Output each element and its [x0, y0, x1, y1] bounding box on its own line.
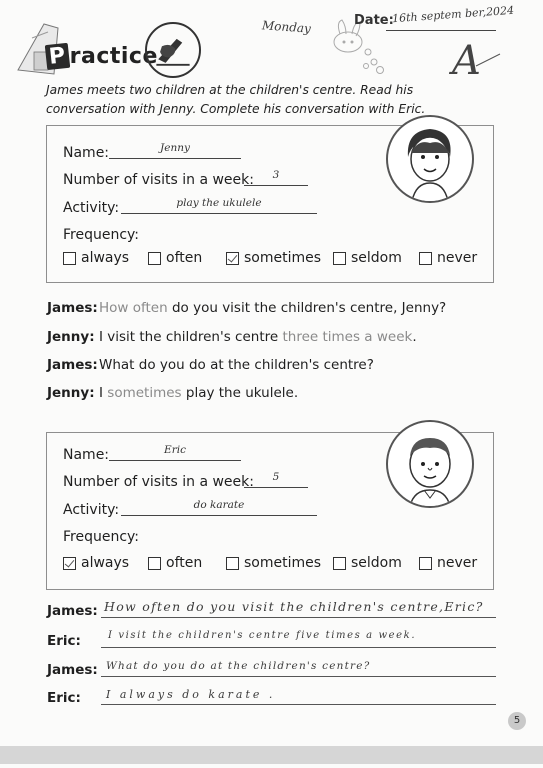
visits-value[interactable]: 3: [272, 169, 280, 181]
checkbox[interactable]: [333, 252, 346, 265]
name-value[interactable]: Eric: [164, 444, 186, 456]
activity-value[interactable]: do karate: [193, 499, 245, 511]
answer-line-3: [101, 676, 496, 677]
frequency-options: [63, 555, 477, 571]
dialogue1-line-2: Jenny: I visit the children's centre three times a week.: [47, 329, 417, 345]
grade-mark: A: [452, 38, 481, 84]
name-line: [109, 158, 241, 159]
writing-hand-icon: [145, 22, 201, 78]
answer-2[interactable]: I visit the children's centre five times a week.: [108, 630, 417, 641]
page-number: 5: [508, 712, 526, 730]
weekday-handwritten: Monday: [261, 18, 312, 36]
option-often[interactable]: often: [148, 250, 226, 266]
checkbox[interactable]: [148, 557, 161, 570]
visits-value[interactable]: 5: [272, 471, 280, 483]
checkbox[interactable]: [148, 252, 161, 265]
checkbox-checked[interactable]: [63, 557, 76, 570]
dialogue2-line-1: James:: [47, 603, 98, 619]
date-value-handwritten: 16th septem ber,2024: [391, 3, 515, 26]
option-always[interactable]: always: [63, 250, 148, 266]
name-value[interactable]: Jenny: [160, 142, 190, 154]
grade-stroke: [474, 50, 504, 70]
answer-4[interactable]: I always do karate .: [106, 688, 276, 701]
checkbox[interactable]: [63, 252, 76, 265]
answer-line-4: [101, 704, 496, 705]
dialogue2-line-3: James:: [47, 662, 98, 678]
dialogue2-line-4: Eric:: [47, 690, 81, 706]
option-never[interactable]: never: [419, 250, 477, 266]
name-line: [109, 460, 241, 461]
avatar-girl: [386, 115, 474, 203]
answer-3[interactable]: What do you do at the children's centre?: [106, 660, 371, 672]
avatar-boy: [386, 420, 474, 508]
answer-line-1: [101, 617, 496, 618]
dialogue2-line-2: Eric:: [47, 633, 81, 649]
answer-1[interactable]: How often do you visit the children's centre,Eric?: [104, 599, 484, 614]
instructions: James meets two children at the children's centre. Read his conversation with Jenny. Complete his conversation with Eric.: [46, 83, 426, 116]
answer-line-2: [101, 647, 496, 648]
activity-label: Activity:: [63, 200, 120, 216]
frequency-label: Frequency:: [63, 529, 140, 545]
option-seldom[interactable]: seldom: [333, 250, 419, 266]
practice-title: [46, 44, 158, 69]
dialogue1-line-4: Jenny: I sometimes play the ukulele.: [47, 385, 299, 401]
checkbox[interactable]: [226, 557, 239, 570]
option-seldom[interactable]: seldom: [333, 555, 419, 571]
option-sometimes[interactable]: sometimes: [226, 250, 333, 266]
dialogue1-line-1: James:How often do you visit the children's centre, Jenny?: [47, 300, 447, 316]
name-label: Name:: [63, 447, 110, 463]
visits-line: [244, 487, 308, 488]
frequency-label: Frequency:: [63, 227, 140, 243]
visits-label: Number of visits in a week:: [63, 172, 254, 188]
checkbox[interactable]: [419, 252, 432, 265]
option-never[interactable]: never: [419, 555, 477, 571]
bottom-scan-band: [0, 746, 543, 764]
practice-title-rest: ractice: [69, 44, 158, 69]
visits-line: [244, 185, 308, 186]
checkbox[interactable]: [333, 557, 346, 570]
checkbox-checked[interactable]: [226, 252, 239, 265]
visits-label: Number of visits in a week:: [63, 474, 254, 490]
practice-title-initial: P: [45, 43, 70, 70]
option-always[interactable]: always: [63, 555, 148, 571]
checkbox[interactable]: [419, 557, 432, 570]
activity-label: Activity:: [63, 502, 120, 518]
activity-line: [121, 213, 317, 214]
option-often[interactable]: often: [148, 555, 226, 571]
date-line: [386, 30, 496, 31]
activity-value[interactable]: play the ukulele: [176, 197, 262, 209]
dialogue1-line-3: James:What do you do at the children's centre?: [47, 357, 374, 373]
activity-line: [121, 515, 317, 516]
option-sometimes[interactable]: sometimes: [226, 555, 333, 571]
date-label: Date:: [354, 13, 394, 28]
name-label: Name:: [63, 145, 110, 161]
frequency-options: [63, 250, 477, 266]
